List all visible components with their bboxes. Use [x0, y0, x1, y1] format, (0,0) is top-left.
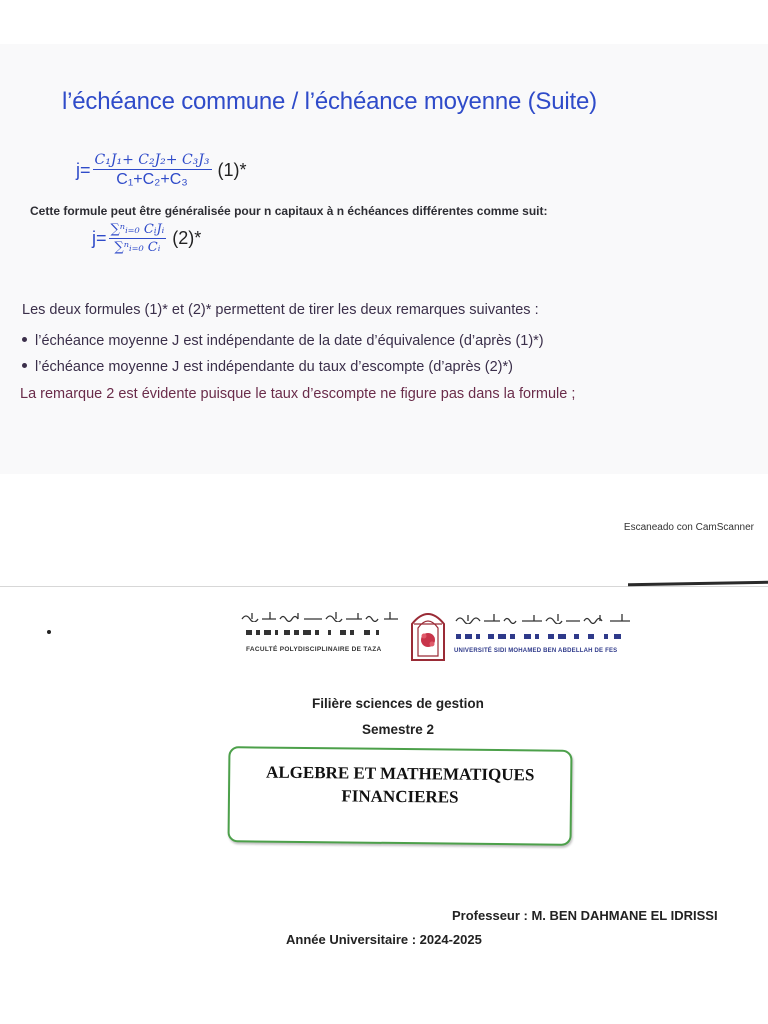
academic-year-line: Année Universitaire : 2024-2025 [286, 932, 482, 947]
remark-bullet-1 [22, 333, 544, 349]
formula-2-lhs: j= [92, 228, 107, 248]
formula-1-denominator: C₁+C₂+C₃ [116, 171, 188, 188]
course-title-line-1: ALGEBRE ET MATHEMATIQUES [266, 762, 535, 785]
formula-2-fraction [109, 222, 167, 255]
formula-2 [92, 222, 201, 255]
course-title-box [228, 746, 573, 846]
formula-1-numerator: C₁J₁+ C₂J₂+ C₃J₃ [94, 152, 210, 168]
remark-conclusion: La remarque 2 est évidente puisque le taux d’escompte ne figure pas dans la formule ; [20, 386, 576, 402]
remark-bullet-2-text: l’échéance moyenne J est indépendante du taux d’escompte (d’après (2)*) [35, 359, 513, 375]
university-tifinagh-script-icon [454, 632, 630, 641]
formula-1-lhs: j= [76, 160, 91, 180]
page-edge [0, 586, 768, 587]
cover-page [0, 570, 768, 1024]
university-seal-logo-icon [408, 606, 448, 662]
course-title-line-2: FINANCIERES [341, 786, 459, 807]
semester-label: Semestre 2 [362, 722, 435, 737]
formula-1-tag: (1)* [217, 160, 247, 180]
generalization-text: Cette formule peut être généralisée pour n capitaux à n échéances différentes comme suit: [30, 204, 548, 218]
formula-2-numerator: ∑ⁿᵢ₌₀ CᵢJᵢ [110, 222, 165, 237]
program-name: Filière sciences de gestion [312, 696, 484, 711]
bullet-icon [22, 363, 27, 368]
formula-1-fraction [93, 152, 212, 189]
scanner-watermark: Escaneado con CamScanner [623, 522, 754, 533]
remark-bullet-2 [22, 359, 513, 375]
professor-line: Professeur : M. BEN DAHMANE EL IDRISSI [452, 908, 718, 923]
institution-header [240, 606, 640, 686]
slide-title: l’échéance commune / l’échéance moyenne (Suite) [62, 88, 597, 115]
faculty-arabic-script-icon [240, 610, 400, 622]
university-arabic-script-icon [454, 612, 634, 624]
formula-2-denominator: ∑ⁿᵢ₌₀ Cᵢ [114, 240, 161, 255]
remarks-intro: Les deux formules (1)* et (2)* permettent de tirer les deux remarques suivantes : [22, 302, 539, 318]
bullet-icon [22, 337, 27, 342]
university-name: UNIVERSITÉ SIDI MOHAMED BEN ABDELLAH DE FES [454, 648, 618, 654]
formula-2-tag: (2)* [172, 228, 202, 248]
faculty-name: FACULTÉ POLYDISCIPLINAIRE DE TAZA [246, 646, 382, 653]
remark-bullet-1-text: l’échéance moyenne J est indépendante de la date d’équivalence (d’après (1)*) [35, 333, 544, 349]
formula-1 [76, 152, 247, 189]
faculty-tifinagh-script-icon [244, 628, 394, 637]
stray-dot [47, 630, 51, 634]
